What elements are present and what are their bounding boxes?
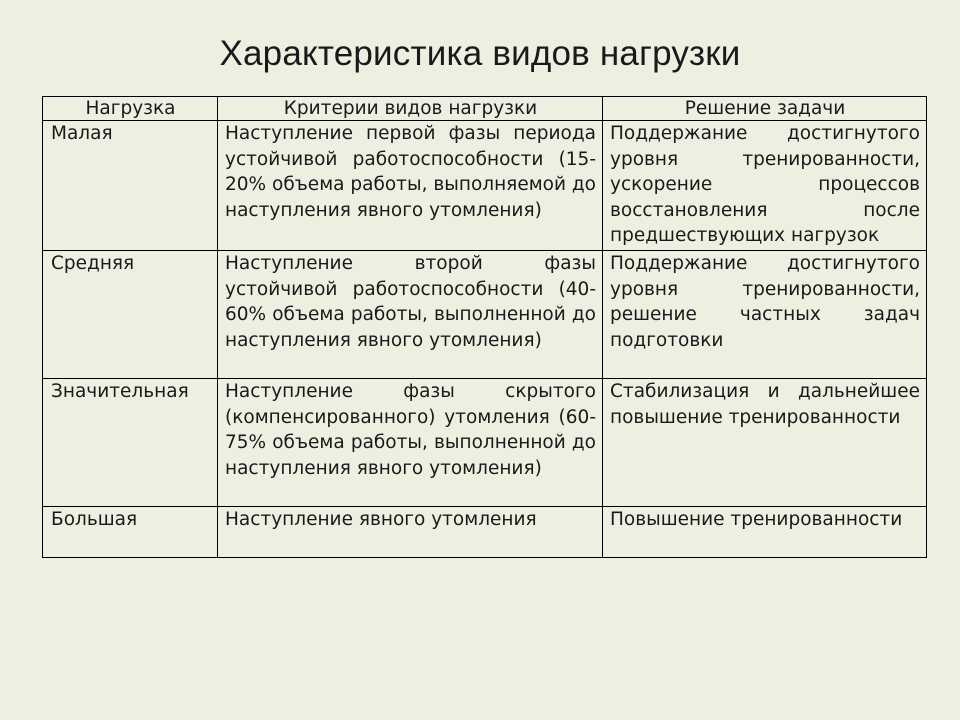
table-row	[43, 378, 927, 506]
row-criteria: Наступление второй фазы устойчивой работоспособности (40-60% объема работы, выполненной до наступления явного утомления)	[218, 250, 603, 378]
row-load-name: Большая	[43, 506, 218, 557]
header-solution: Решение задачи	[603, 97, 927, 121]
row-load-name: Средняя	[43, 250, 218, 378]
row-solution: Поддержание достигнутого уровня тренированности, ускорение процессов восстановления после предшествующих нагрузок	[603, 121, 927, 251]
slide-title: Характеристика видов нагрузки	[219, 34, 741, 73]
header-load: Нагрузка	[43, 97, 218, 121]
row-solution: Повышение тренированности	[603, 506, 927, 557]
table-header-row	[43, 97, 927, 121]
table-row	[43, 506, 927, 557]
row-criteria: Наступление первой фазы периода устойчивой работоспособности (15-20% объема работы, выполняемой до наступления явного утомления)	[218, 121, 603, 251]
load-types-table	[42, 96, 927, 558]
row-load-name: Значительная	[43, 378, 218, 506]
row-criteria: Наступление явного утомления	[218, 506, 603, 557]
table-row	[43, 121, 927, 251]
header-criteria: Критерии видов нагрузки	[218, 97, 603, 121]
row-load-name: Малая	[43, 121, 218, 251]
row-solution: Поддержание достигнутого уровня тренированности, решение частных задач подготовки	[603, 250, 927, 378]
table-row	[43, 250, 927, 378]
row-criteria: Наступление фазы скрытого (компенсированного) утомления (60-75% объема работы, выполненной до наступления явного утомления)	[218, 378, 603, 506]
row-solution: Стабилизация и дальнейшее повышение тренированности	[603, 378, 927, 506]
